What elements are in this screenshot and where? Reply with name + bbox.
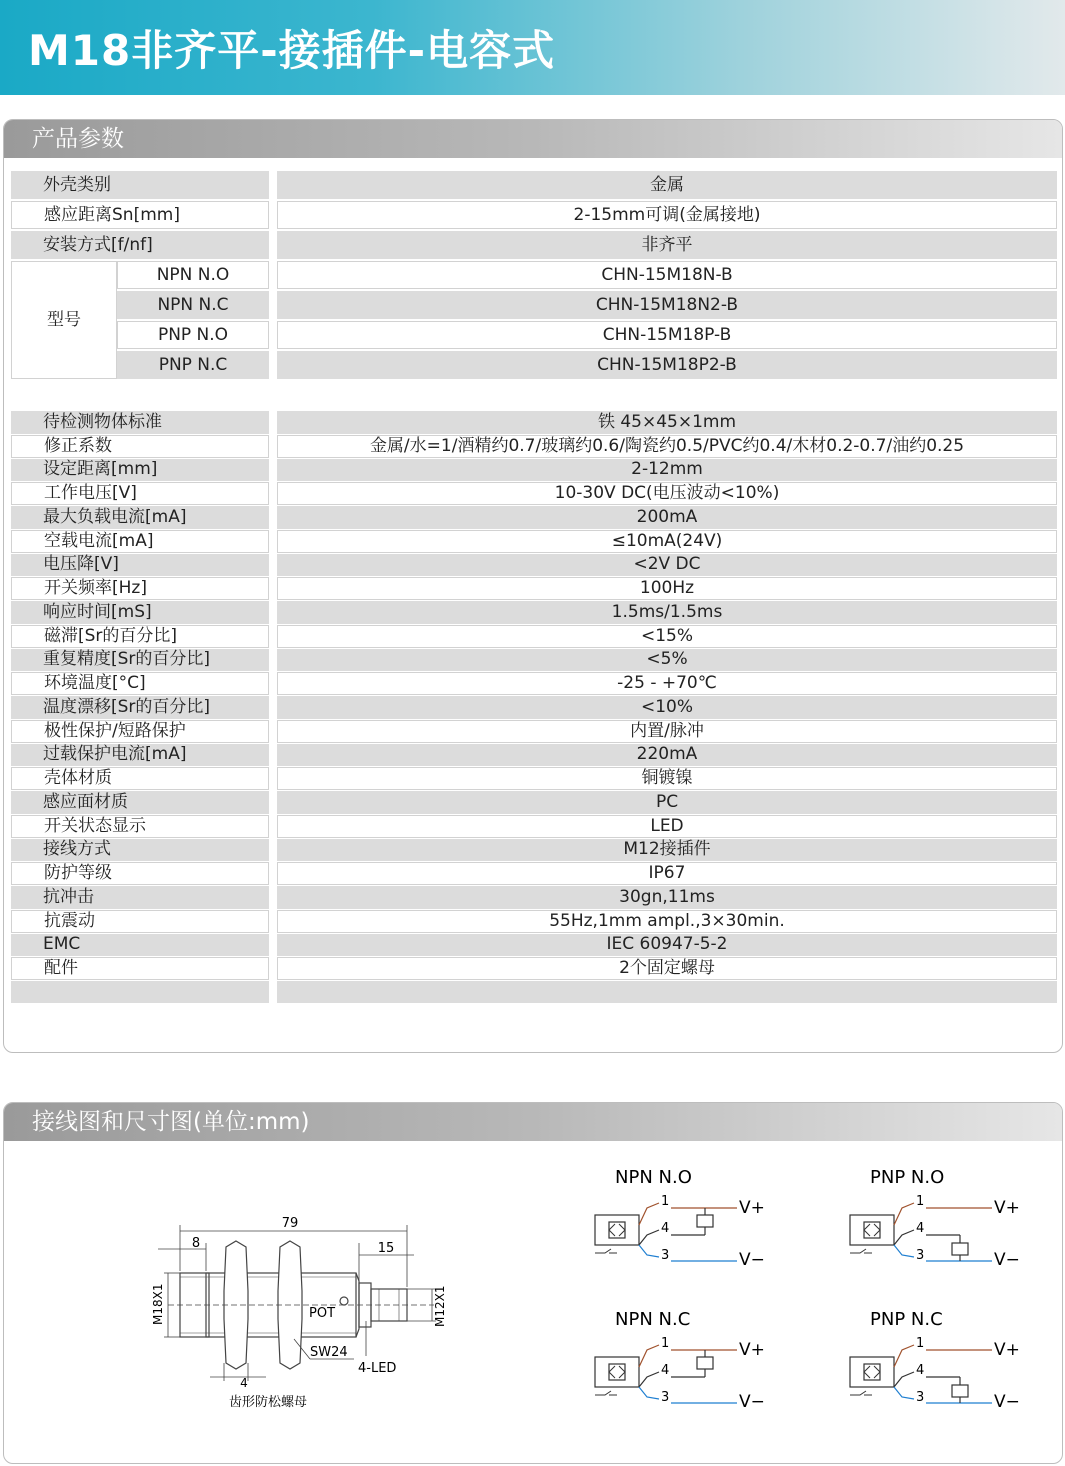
nut-width-label: 4 <box>240 1376 248 1390</box>
spec-label: 待检测物体标准 <box>11 411 269 434</box>
pin-4: 4 <box>916 1363 925 1378</box>
wiring-diagram <box>589 1163 789 1298</box>
spec-value: 10-30V DC(电压波动<10%) <box>277 482 1057 505</box>
diagram-title: NPN N.O <box>615 1167 692 1188</box>
sensor-box <box>595 1357 639 1387</box>
pin-1: 1 <box>661 1194 670 1209</box>
model-type: PNP N.O <box>117 321 269 349</box>
spec-value: 金属/水=1/酒精约0.7/玻璃约0.6/陶瓷约0.5/PVC约0.4/木材0.2-0.7/油约0.25 <box>277 435 1057 458</box>
vminus-label: V− <box>994 1250 1020 1270</box>
spec-label: 工作电压[V] <box>11 482 269 505</box>
vplus-label: V+ <box>994 1340 1020 1360</box>
dim-right: 15 <box>377 1241 395 1256</box>
pin-4: 4 <box>661 1221 670 1236</box>
sensor-box <box>595 1215 639 1245</box>
sensor-box <box>850 1215 894 1245</box>
vplus-label: V+ <box>739 1198 765 1218</box>
spec-value: 55Hz,1mm ampl.,3×30min. <box>277 910 1057 933</box>
model-type: NPN N.C <box>117 291 269 319</box>
vplus-label: V+ <box>994 1198 1020 1218</box>
sensor-box <box>850 1357 894 1387</box>
dim-total: 79 <box>281 1216 299 1231</box>
spec-label: 配件 <box>11 957 269 980</box>
load-box <box>952 1243 968 1255</box>
model-type: PNP N.C <box>117 351 269 379</box>
spec-label: 磁滞[Sr的百分比] <box>11 625 269 648</box>
param-value: 2-15mm可调(金属接地) <box>277 201 1057 229</box>
model-code: CHN-15M18N-B <box>277 261 1057 289</box>
spec-label: 开关频率[Hz] <box>11 577 269 600</box>
load-box <box>697 1215 713 1227</box>
spec-value: <2V DC <box>277 554 1057 577</box>
pin-4: 4 <box>916 1221 925 1236</box>
pin-4: 4 <box>661 1363 670 1378</box>
params-heading: 产品参数 <box>4 120 1062 158</box>
load-box <box>697 1357 713 1369</box>
spec-label: 抗冲击 <box>11 886 269 909</box>
wiring-panel <box>3 1102 1063 1464</box>
spec-value: <10% <box>277 696 1057 719</box>
spec-label: 壳体材质 <box>11 767 269 790</box>
title-banner <box>0 0 1065 95</box>
vminus-label: V− <box>739 1250 765 1270</box>
spec-label: 接线方式 <box>11 839 269 862</box>
spec-label: EMC <box>11 934 269 957</box>
spec-value: IEC 60947-5-2 <box>277 934 1057 957</box>
spec-label: 极性保护/短路保护 <box>11 720 269 743</box>
diagram-title: NPN N.C <box>615 1309 691 1330</box>
spec-label: 环境温度[°C] <box>11 672 269 695</box>
dim-left: 8 <box>191 1236 201 1251</box>
spec-value: 100Hz <box>277 577 1057 600</box>
wrench-label: SW24 <box>310 1345 348 1360</box>
pin-3: 3 <box>916 1248 925 1263</box>
spec-value: -25 - +70℃ <box>277 672 1057 695</box>
param-value: 非齐平 <box>277 231 1057 259</box>
wiring-heading <box>4 1103 1062 1141</box>
vminus-label: V− <box>994 1392 1020 1412</box>
spec-value: <15% <box>277 625 1057 648</box>
page-title: M18非齐平-接插件-电容式 <box>28 26 556 75</box>
spec-value: M12接插件 <box>277 839 1057 862</box>
param-label: 外壳类别 <box>11 171 269 199</box>
wiring-diagram <box>589 1305 789 1440</box>
spec-label: 感应面材质 <box>11 791 269 814</box>
spec-value: 200mA <box>277 506 1057 529</box>
pin-3: 3 <box>661 1390 670 1405</box>
wiring-heading-text: 接线图和尺寸图 <box>32 1109 193 1135</box>
spec-value: 2-12mm <box>277 459 1057 482</box>
spec-label: 设定距离[mm] <box>11 459 269 482</box>
dim-thread-right: M12X1 <box>433 1285 447 1327</box>
load-box <box>952 1385 968 1397</box>
spec-label: 重复精度[Sr的百分比] <box>11 649 269 672</box>
spec-value: ≤10mA(24V) <box>277 530 1057 553</box>
spec-value: 2个固定螺母 <box>277 957 1057 980</box>
wiring-heading-unit: (单位:mm) <box>193 1109 310 1135</box>
nut-caption: 齿形防松螺母 <box>228 1395 308 1410</box>
param-label: 感应距离Sn[mm] <box>11 201 269 229</box>
param-label: 安装方式[f/nf] <box>11 231 269 259</box>
diagram-title: PNP N.C <box>870 1309 943 1330</box>
wiring-diagram <box>844 1305 1044 1440</box>
spec-label: 空载电流[mA] <box>11 530 269 553</box>
params-table <box>4 120 1062 1052</box>
pin-1: 1 <box>661 1336 670 1351</box>
spec-value: PC <box>277 791 1057 814</box>
model-code: CHN-15M18N2-B <box>277 291 1057 319</box>
dimension-drawing <box>144 1211 464 1421</box>
vminus-label: V− <box>739 1392 765 1412</box>
spec-value: 30gn,11ms <box>277 886 1057 909</box>
wiring-diagram <box>844 1163 1044 1298</box>
spec-label: 温度漂移[Sr的百分比] <box>11 696 269 719</box>
table-footer-right <box>277 981 1057 1003</box>
model-code: CHN-15M18P2-B <box>277 351 1057 379</box>
spec-label: 响应时间[mS] <box>11 601 269 624</box>
spec-label: 最大负载电流[mA] <box>11 506 269 529</box>
spec-value: 220mA <box>277 744 1057 767</box>
model-code: CHN-15M18P-B <box>277 321 1057 349</box>
table-footer-left <box>11 981 269 1003</box>
model-type: NPN N.O <box>117 261 269 289</box>
spec-value: <5% <box>277 649 1057 672</box>
spec-value: 铜镀镍 <box>277 767 1057 790</box>
pot-label: POT <box>309 1306 336 1321</box>
spec-label: 开关状态显示 <box>11 815 269 838</box>
spec-value: 内置/脉冲 <box>277 720 1057 743</box>
spec-label: 修正系数 <box>11 435 269 458</box>
spec-value: 铁 45×45×1mm <box>277 411 1057 434</box>
pin-1: 1 <box>916 1336 925 1351</box>
spec-value: LED <box>277 815 1057 838</box>
spec-label: 抗震动 <box>11 910 269 933</box>
spec-label: 过载保护电流[mA] <box>11 744 269 767</box>
spec-value: IP67 <box>277 862 1057 885</box>
pin-3: 3 <box>661 1248 670 1263</box>
param-value: 金属 <box>277 171 1057 199</box>
led-label: 4-LED <box>358 1361 397 1376</box>
pin-3: 3 <box>916 1390 925 1405</box>
diagram-title: PNP N.O <box>870 1167 945 1188</box>
spec-label: 电压降[V] <box>11 554 269 577</box>
pin-1: 1 <box>916 1194 925 1209</box>
vplus-label: V+ <box>739 1340 765 1360</box>
params-panel <box>3 119 1063 1053</box>
spec-label: 防护等级 <box>11 862 269 885</box>
spec-value: 1.5ms/1.5ms <box>277 601 1057 624</box>
model-label: 型号 <box>11 261 117 379</box>
dim-thread-left: M18X1 <box>151 1283 165 1325</box>
